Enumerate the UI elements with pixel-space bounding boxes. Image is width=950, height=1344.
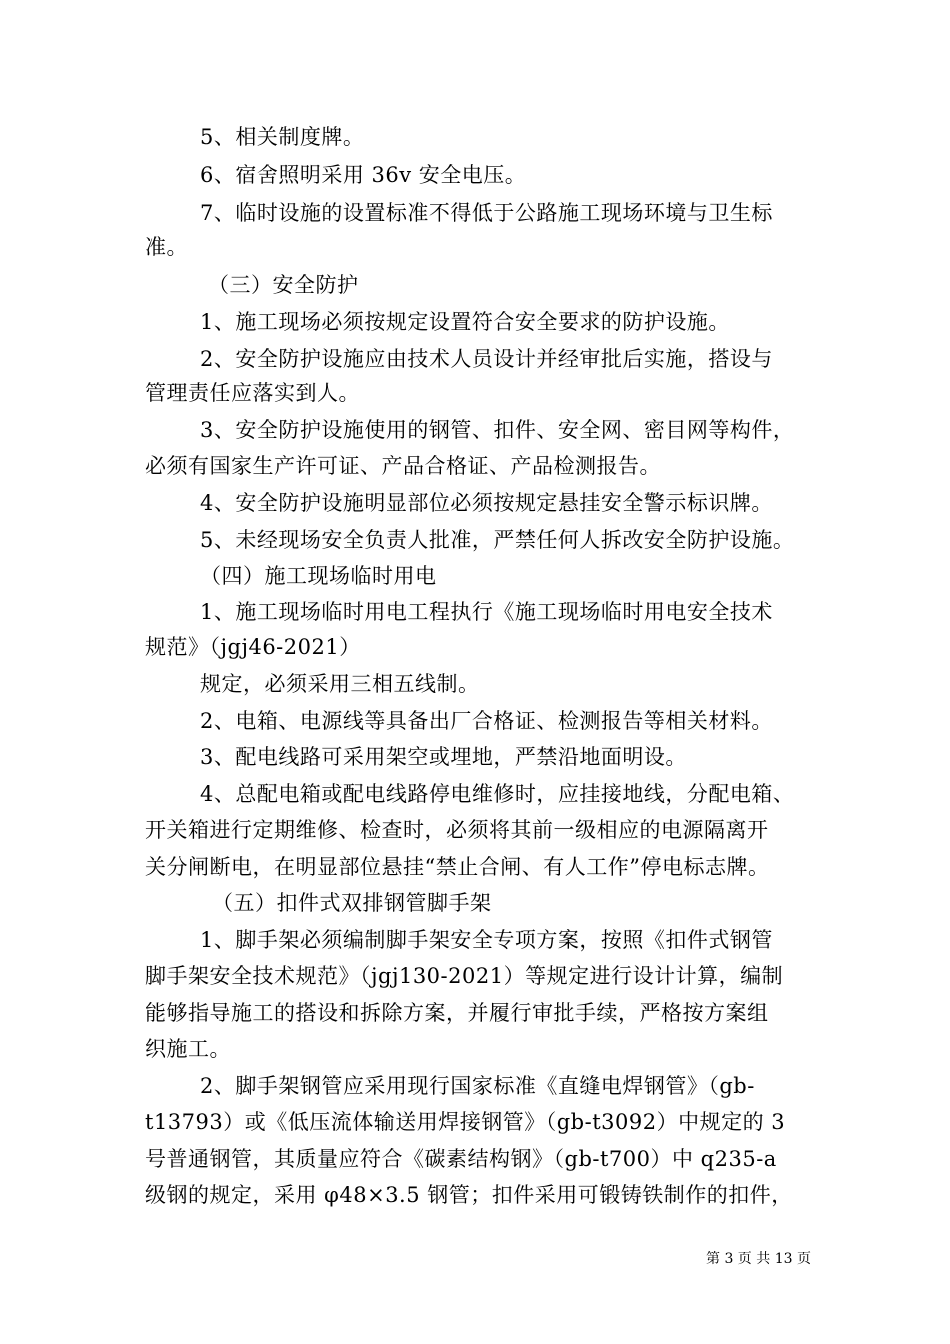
text-line: 织施工。 bbox=[145, 1037, 231, 1061]
text-line: 4、总配电箱或配电线路停电维修时，应挂接地线，分配电箱、 bbox=[200, 782, 795, 806]
section-heading: （四）施工现场临时用电 bbox=[200, 564, 437, 588]
text-line: 1、施工现场必须按规定设置符合安全要求的防护设施。 bbox=[200, 310, 730, 334]
text-line: 准。 bbox=[145, 235, 188, 259]
text-line: 7、临时设施的设置标准不得低于公路施工现场环境与卫生标 bbox=[200, 201, 773, 225]
text-line: 必须有国家生产许可证、产品合格证、产品检测报告。 bbox=[145, 454, 661, 478]
text-line: 能够指导施工的搭设和拆除方案，并履行审批手续，严格按方案组 bbox=[145, 1001, 769, 1025]
text-line: 5、未经现场安全负责人批准，严禁任何人拆改安全防护设施。 bbox=[200, 528, 795, 552]
text-line: 开关箱进行定期维修、检查时，必须将其前一级相应的电源隔离开 bbox=[145, 818, 769, 842]
text-line: 2、电箱、电源线等具备出厂合格证、检测报告等相关材料。 bbox=[200, 709, 773, 733]
text-line: 规定，必须采用三相五线制。 bbox=[200, 672, 480, 696]
text-line: 规范》（jgj46-2021） bbox=[145, 635, 361, 659]
text-line: 号普通钢管，其质量应符合《碳素结构钢》（gb-t700）中 q235-a bbox=[145, 1147, 777, 1171]
text-line: t13793）或《低压流体输送用焊接钢管》（gb-t3092）中规定的 3 bbox=[145, 1110, 786, 1134]
text-line: 6、宿舍照明采用 36v 安全电压。 bbox=[200, 163, 527, 187]
text-line: 1、施工现场临时用电工程执行《施工现场临时用电安全技术 bbox=[200, 600, 773, 624]
text-line: 4、安全防护设施明显部位必须按规定悬挂安全警示标识牌。 bbox=[200, 491, 773, 515]
text-line: 脚手架安全技术规范》（jgj130-2021）等规定进行设计计算，编制 bbox=[145, 964, 784, 988]
section-heading: （五）扣件式双排钢管脚手架 bbox=[212, 891, 492, 915]
text-line: 2、脚手架钢管应采用现行国家标准《直缝电焊钢管》（gb- bbox=[200, 1074, 755, 1098]
text-line: 3、安全防护设施使用的钢管、扣件、安全网、密目网等构件， bbox=[200, 418, 795, 442]
text-line: 5、相关制度牌。 bbox=[200, 125, 365, 149]
page-number: 第 3 页 共 13 页 bbox=[706, 1251, 811, 1267]
text-line: 管理责任应落实到人。 bbox=[145, 381, 360, 405]
section-heading: （三）安全防护 bbox=[208, 273, 359, 297]
text-line: 级钢的规定，采用 φ48×3.5 钢管；扣件采用可锻铸铁制作的扣件， bbox=[145, 1183, 793, 1207]
text-line: 1、脚手架必须编制脚手架安全专项方案，按照《扣件式钢管 bbox=[200, 928, 773, 952]
text-line: 2、安全防护设施应由技术人员设计并经审批后实施，搭设与 bbox=[200, 347, 773, 371]
text-line: 3、配电线路可采用架空或埋地，严禁沿地面明设。 bbox=[200, 745, 687, 769]
text-line: 关分闸断电，在明显部位悬挂“禁止合闸、有人工作”停电标志牌。 bbox=[145, 855, 770, 879]
